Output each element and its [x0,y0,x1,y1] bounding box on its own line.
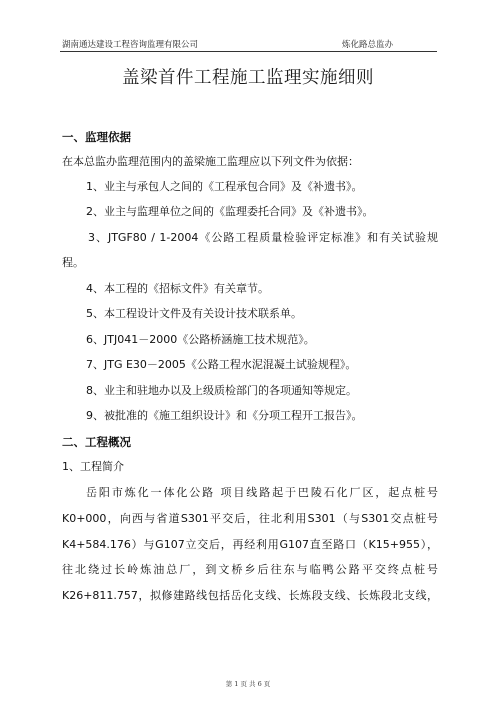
basis-item: 2、业主与监理单位之间的《监理委托合同》及《补遗书》。 [86,205,374,218]
basis-item: 1、业主与承包人之间的《工程承包合同》及《补遗书》。 [86,180,363,193]
overview-paragraph-line: 岳阳市炼化一体化公路 项目线路起于巴陵石化厂区，起点桩号 [86,486,438,499]
overview-paragraph-line: K0+000，向西与省道S301平交后，往北利用S301（与S301交点桩号 [62,512,438,525]
basis-item: 8、业主和驻地办以及上级质检部门的各项通知等规定。 [86,384,357,397]
document-title: 盖梁首件工程施工监理实施细则 [122,68,374,88]
overview-paragraph-line: 往北绕过长岭炼油总厂，到文桥乡后往东与临鸭公路平交终点桩号 [62,563,438,576]
page-header [60,38,436,50]
basis-intro: 在本总监办监理范围内的盖梁施工监理应以下列文件为依据： [62,155,359,168]
header-divider [60,51,437,52]
section-heading-overview: 二、工程概况 [62,435,131,449]
overview-paragraph-line: K4+584.176）与G107立交后，再经利用G107直至路口（K15+955）， [62,538,438,551]
basis-item: 4、本工程的《招标文件》有关章节。 [86,282,269,295]
page-footer: 第 1 页 共 6 页 [225,680,271,688]
basis-item: 5、本工程设计文件及有关设计技术联系单。 [86,307,302,320]
basis-item: 6、JTJ041－2000《公路桥涵施工技术规范》。 [86,333,315,346]
section-heading-basis: 一、监理依据 [62,130,131,144]
header-company: 湖南通达建设工程咨询监理有限公司 [62,40,199,50]
subsection-heading: 1、工程简介 [62,460,124,473]
basis-item-continued: 程。 [62,256,84,269]
basis-item: 7、JTG E30－2005《公路工程水泥混凝土试验规程》。 [86,358,357,371]
basis-item: 3、JTGF80 / 1-2004《公路工程质量检验评定标准》和有关试验规 [88,231,438,244]
basis-item: 9、被批准的《施工组织设计》和《分项工程开工报告》。 [86,409,363,422]
header-office: 炼化路总监办 [342,40,394,50]
overview-paragraph-line: K26+811.757，拟修建路线包括岳化支线、长炼段支线、长炼段北支线， [62,589,438,602]
